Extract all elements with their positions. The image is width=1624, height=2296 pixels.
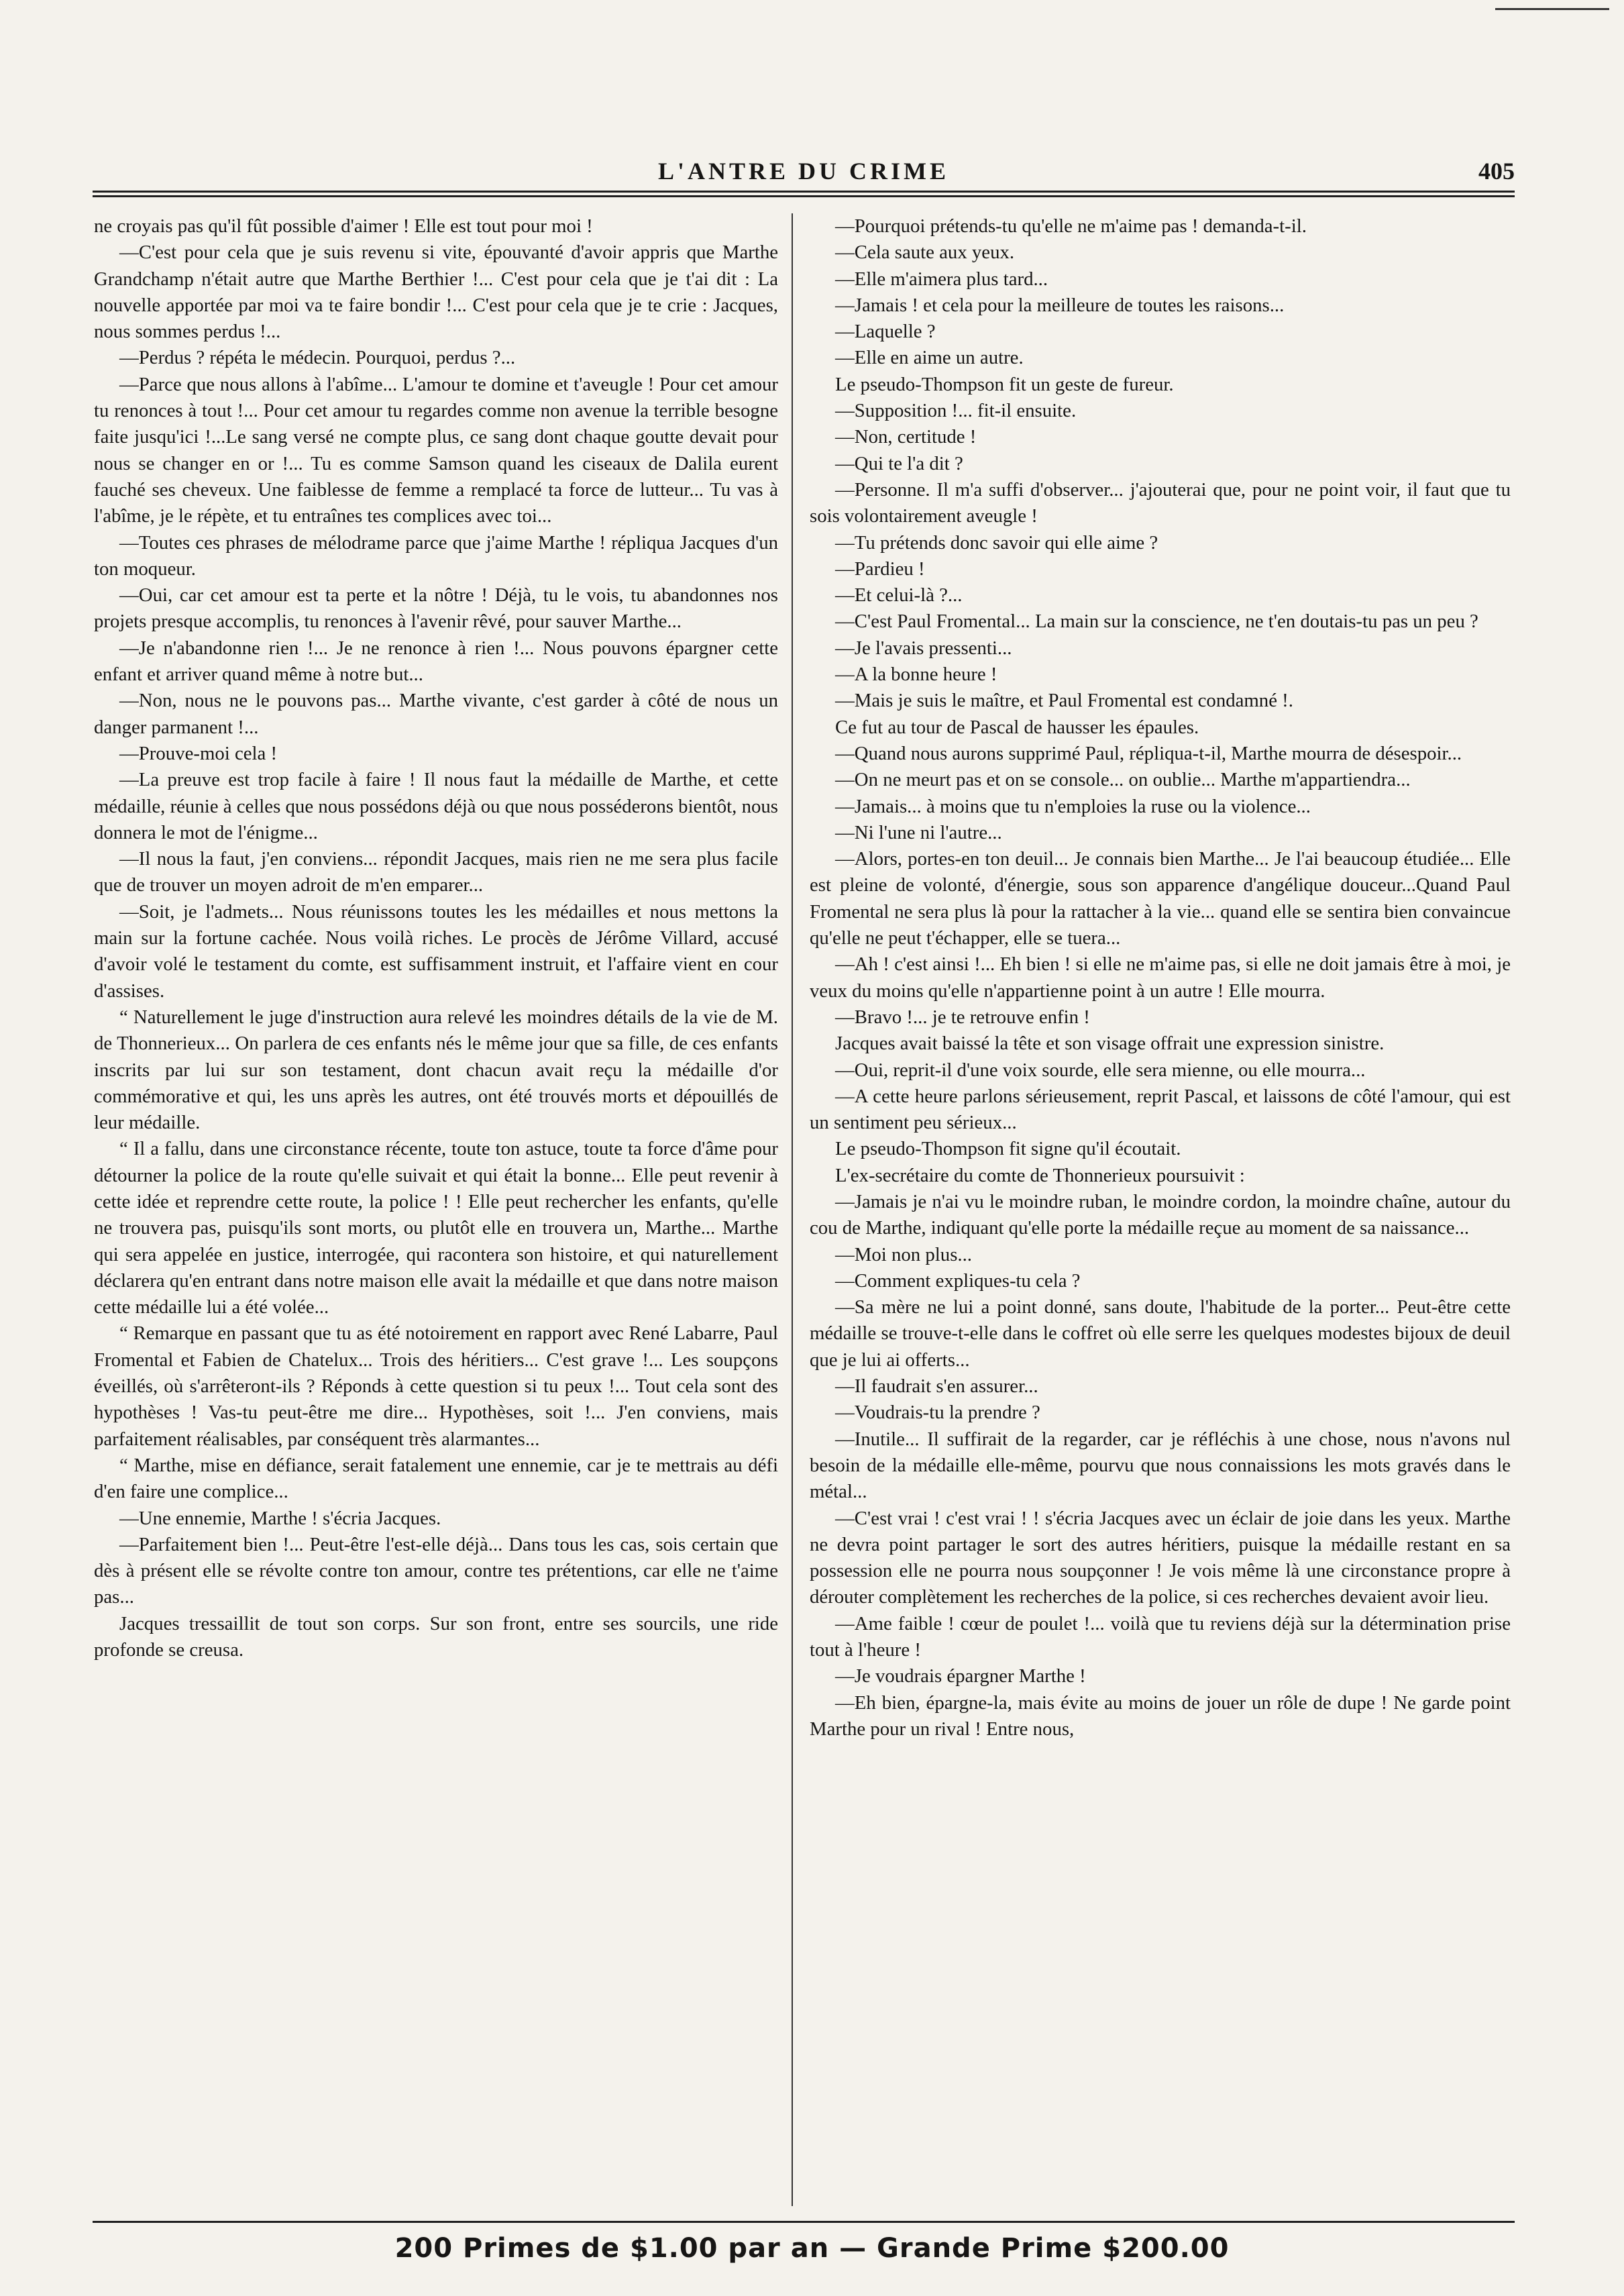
paragraph: ne croyais pas qu'il fût possible d'aimer ! Elle est tout pour moi ! — [94, 215, 593, 237]
paragraph: —A cette heure parlons sérieusement, reprit Pascal, et laissons de côté l'amour, qui est un sentiment peu sérieux... — [810, 1085, 1511, 1134]
paragraph: —Mais je suis le maître, et Paul Fromental est condamné !. — [835, 690, 1293, 712]
paragraph: —Quand nous aurons supprimé Paul, répliqua-t-il, Marthe mourra de désespoir... — [835, 742, 1462, 764]
paragraph: —Elle en aime un autre. — [835, 347, 1024, 369]
paragraph: —Soit, je l'admets... Nous réunissons toutes les les médailles et nous mettons la main sur la fortune cachée. Nous voilà riches. Le procès de Jérôme Villard, accusé d'avoir volé le testament du comte, est suffisamment instruit, et l'affaire vient en cour d'assises. — [94, 900, 778, 1002]
paragraph: —Perdus ? répéta le médecin. Pourquoi, perdus ?... — [119, 347, 516, 369]
paragraph: —Et celui-là ?... — [835, 584, 963, 607]
page-number: 405 — [1478, 158, 1515, 185]
paragraph: —C'est pour cela que je suis revenu si vite, épouvanté d'avoir appris que Marthe Grandchamp n'était autre que Marthe Berthier !... C'est pour cela que je t'ai dit : La nouvelle apportée par moi va te faire bondir !... C'est pour cela que je te crie : Jacques, nous sommes perdus !... — [94, 242, 778, 343]
paragraph: —Je l'avais pressenti... — [835, 637, 1012, 659]
paragraph: —Comment expliques-tu cela ? — [835, 1269, 1081, 1292]
paragraph: —Personne. Il m'a suffi d'observer... j'ajouterai que, pour ne point voir, il faut que tu sois volontairement aveugle ! — [810, 478, 1511, 527]
paragraph: —Tu prétends donc savoir qui elle aime ? — [835, 531, 1158, 554]
paragraph: —Non, certitude ! — [835, 426, 977, 448]
paragraph: —C'est vrai ! c'est vrai ! ! s'écria Jacques avec un éclair de joie dans les yeux. Marthe ne devra point partager le sort des autres héritiers, puisque la médaille restant en sa possession elle ne pourra nous soupçonner ! Je vois même là une circonstance propre à dérouter complètement les recherches de la police, si ces recherches devaient avoir lieu. — [810, 1507, 1511, 1608]
paragraph: —Jamais ! et cela pour la meilleure de toutes les raisons... — [835, 294, 1285, 316]
paragraph: —Eh bien, épargne-la, mais évite au moins de jouer un rôle de dupe ! Ne garde point Marthe pour un rival ! Entre nous, — [810, 1691, 1511, 1740]
paragraph: —On ne meurt pas et on se console... on oublie... Marthe m'appartiendra... — [835, 769, 1411, 791]
paragraph: Le pseudo-Thompson fit signe qu'il écoutait. — [835, 1138, 1181, 1160]
paragraph: —Je voudrais épargner Marthe ! — [835, 1665, 1086, 1687]
paragraph: —Il nous la faut, j'en conviens... répondit Jacques, mais rien ne me sera plus facile que de trouver un moyen adroit de m'en emparer... — [94, 848, 778, 896]
paragraph: —A la bonne heure ! — [835, 664, 997, 686]
header-rule — [93, 191, 1515, 197]
paragraph: Jacques avait baissé la tête et son visage offrait une expression sinistre. — [835, 1033, 1385, 1055]
paragraph: —Voudrais-tu la prendre ? — [835, 1402, 1040, 1424]
paragraph: “ Remarque en passant que tu as été notoirement en rapport avec René Labarre, Paul Fromental et Fabien de Chatelux... Trois des héritiers... C'est grave !... Les soupçons éveillés, où s'arrêteront-ils ? Réponds à cette question si tu peux !... Tout cela sont des hypothèses ! Vas-tu peut-être me dire... Hypothèses, soit !... J'en conviens, mais parfaitement réalisables, par conséquent très alarmantes... — [94, 1322, 778, 1450]
paragraph: —Elle m'aimera plus tard... — [835, 268, 1048, 290]
paragraph: “ Il a fallu, dans une circonstance récente, toute ton astuce, toute ta force d'âme pour détourner la police de la route qu'elle suivait et qui était la bonne... Elle peut revenir à cette idée et reprendre cette route, la police ! ! Elle peut rechercher les enfants, qu'elle ne trouvera pas, puisqu'ils sont morts, ou plutôt elle en trouvera un, Marthe... Marthe qui sera appelée en justice, interrogée, qui racontera son histoire, et qui naturellement déclarera qu'en entrant dans notre maison elle avait la médaille et que dans notre maison cette médaille lui a été volée... — [94, 1138, 778, 1318]
paragraph: —Cela saute aux yeux. — [835, 242, 1015, 264]
paragraph: —C'est Paul Fromental... La main sur la conscience, ne t'en doutais-tu pas un peu ? — [835, 611, 1478, 633]
paragraph: Ce fut au tour de Pascal de hausser les épaules. — [835, 716, 1199, 738]
footer-banner: 200 Primes de $1.00 par an — Grande Prime $200.00 — [394, 2233, 1230, 2264]
paragraph: —Toutes ces phrases de mélodrame parce que j'aime Marthe ! répliqua Jacques d'un ton moqueur. — [94, 531, 778, 580]
page-header — [93, 149, 1515, 189]
paragraph: —Ame faible ! cœur de poulet !... voilà que tu reviens déjà sur la détermination prise tout à l'heure ! — [810, 1612, 1511, 1661]
paragraph: —Non, nous ne le pouvons pas... Marthe vivante, c'est garder à côté de nous un danger parmanent !... — [94, 690, 778, 738]
footer-rule — [93, 2221, 1515, 2223]
paragraph: —Il faudrait s'en assurer... — [835, 1375, 1038, 1398]
paragraph: —Bravo !... je te retrouve enfin ! — [835, 1006, 1090, 1028]
corner-rule — [1495, 8, 1609, 10]
paragraph: —Pourquoi prétends-tu qu'elle ne m'aime pas ! demanda-t-il. — [835, 215, 1307, 237]
running-title: L'ANTRE DU CRIME — [657, 158, 950, 185]
left-column — [94, 213, 778, 2246]
paragraph: —Je n'abandonne rien !... Je ne renonce à rien !... Nous pouvons épargner cette enfant et arriver quand même à notre but... — [94, 637, 778, 686]
paragraph: “ Naturellement le juge d'instruction aura relevé les moindres détails de la vie de M. de Thonnerieux... On parlera de ces enfants nés le même jour que sa fille, de ces enfants inscrits par lui sur son testament, dont chacun avait reçu la médaille d'or commémorative et qui, les uns après les autres, ont été trouvés morts et dépouillés de leur médaille. — [94, 1006, 778, 1134]
paragraph: Jacques tressaillit de tout son corps. Sur son front, entre ses sourcils, une ride profonde se creusa. — [94, 1612, 778, 1661]
paragraph: —Inutile... Il suffirait de la regarder, car je réfléchis à une chose, nous n'avons nul besoin de la médaille elle-même, pourvu que nous connaissions les mots gravés dans le métal... — [810, 1428, 1511, 1503]
paragraph: —Qui te l'a dit ? — [835, 452, 963, 474]
paragraph: —Prouve-moi cela ! — [119, 742, 278, 764]
text-columns — [94, 213, 1513, 2246]
paragraph: —Jamais je n'ai vu le moindre ruban, le moindre cordon, la moindre chaîne, autour du cou de Marthe, indiquant qu'elle porte la médaille reçue au moment de sa naissance... — [810, 1190, 1511, 1239]
paragraph: —Une ennemie, Marthe ! s'écria Jacques. — [119, 1507, 441, 1529]
paragraph: Le pseudo-Thompson fit un geste de fureur. — [835, 373, 1174, 395]
paragraph: —Sa mère ne lui a point donné, sans doute, l'habitude de la porter... Peut-être cette médaille se trouve-t-elle dans le coffret où elle serre les quelques modestes bijoux de deuil que je lui ai offerts... — [810, 1296, 1511, 1371]
paragraph: —Oui, car cet amour est ta perte et la nôtre ! Déjà, tu le vois, tu abandonnes nos projets presque accomplis, tu renonces à l'avenir rêvé, pour sauver Marthe... — [94, 584, 778, 633]
paragraph: —Pardieu ! — [835, 558, 925, 580]
paragraph: —Moi non plus... — [835, 1243, 972, 1265]
paragraph: —Oui, reprit-il d'une voix sourde, elle sera mienne, ou elle mourra... — [835, 1059, 1366, 1081]
paragraph: L'ex-secrétaire du comte de Thonnerieux poursuivit : — [835, 1164, 1245, 1186]
paragraph: —Ni l'une ni l'autre... — [835, 821, 1002, 843]
paragraph: —Parce que nous allons à l'abîme... L'amour te domine et t'aveugle ! Pour cet amour tu renonces à tout !... Pour cet amour tu regardes comme non avenue la terrible besogne faite jusqu'ici !...Le sang versé ne compte plus, ce sang dont chaque goutte devait pour nous se changer en or !... Tu es comme Samson quand les ciseaux de Dalila eurent fauché ses cheveux. Une faiblesse de femme a remplacé ta force de lutteur... Tu vas à l'abîme, je le répète, et tu entraînes tes complices avec toi... — [94, 373, 778, 527]
paragraph: —Ah ! c'est ainsi !... Eh bien ! si elle ne m'aime pas, si elle ne doit jamais être à moi, je veux du moins qu'elle n'appartienne point à un autre ! Elle mourra. — [810, 953, 1511, 1002]
paragraph: —Jamais... à moins que tu n'emploies la ruse ou la violence... — [835, 795, 1311, 817]
paragraph: —La preuve est trop facile à faire ! Il nous faut la médaille de Marthe, et cette médaille, réunie à celles que nous possédons déjà ou que nous posséderons bientôt, nous donnera le mot de l'énigme... — [94, 769, 778, 843]
right-column — [810, 213, 1511, 2246]
paragraph: “ Marthe, mise en défiance, serait fatalement une ennemie, car je te mettrais au défi d'en faire une complice... — [94, 1454, 778, 1503]
paragraph: —Parfaitement bien !... Peut-être l'est-elle déjà... Dans tous les cas, sois certain que dès à présent elle se révolte contre ton amour, contre tes prétentions, car elle ne t'aime pas... — [94, 1533, 778, 1608]
paragraph: —Alors, portes-en ton deuil... Je connais bien Marthe... Je l'ai beaucoup étudiée... Elle est pleine de volonté, d'énergie, sous son apparence d'angélique douceur...Quand Paul Fromental ne sera plus là pour la rattacher à la vie... quand elle se sentira bien convaincue qu'elle ne peut t'échapper, elle se tuera... — [810, 848, 1511, 949]
paragraph: —Supposition !... fit-il ensuite. — [835, 400, 1077, 422]
paragraph: —Laquelle ? — [835, 321, 936, 343]
